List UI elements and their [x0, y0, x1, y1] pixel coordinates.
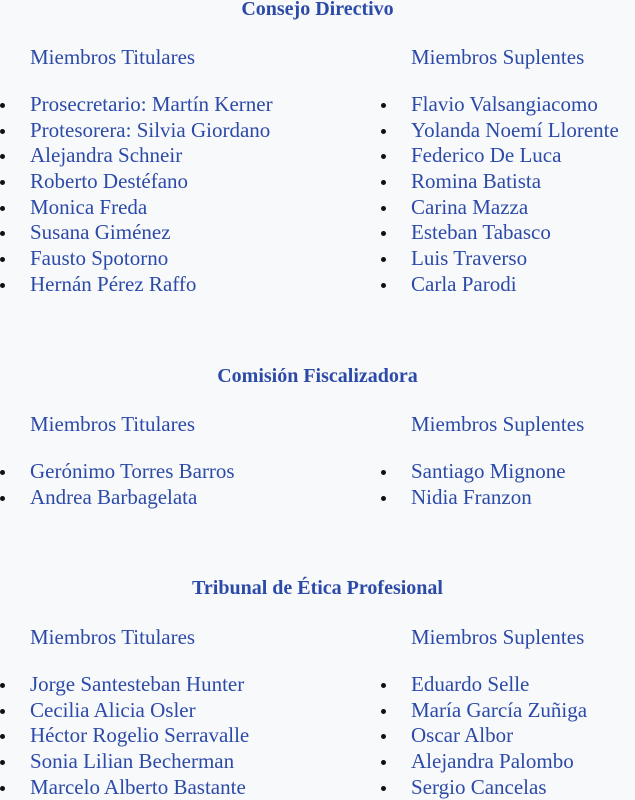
bullet-icon: [0, 231, 5, 236]
bullet-icon: [0, 760, 5, 765]
list-item: [381, 169, 619, 195]
list-item: [0, 92, 273, 118]
list-item: [381, 143, 619, 169]
list-item: [0, 775, 249, 800]
member-name: Santiago Mignone: [411, 459, 566, 483]
bullet-icon: [0, 283, 5, 288]
list-item: [381, 195, 619, 221]
bullet-icon: [381, 283, 386, 288]
member-name: Luis Traverso: [411, 246, 528, 271]
member-name: Esteban Tabasco: [411, 220, 551, 245]
member-name: Flavio Valsangiacomo: [411, 92, 598, 116]
list-item: [0, 220, 273, 246]
bullet-icon: [0, 709, 5, 714]
member-name: Susana Giménez: [30, 220, 171, 245]
member-name: Alejandra Palombo: [411, 749, 574, 774]
tribunal-titulares-list: [0, 672, 249, 800]
bullet-icon: [0, 129, 5, 134]
tribunal-suplentes-heading: Miembros Suplentes: [411, 625, 585, 649]
list-item: [381, 485, 566, 511]
list-item: [381, 92, 619, 118]
member-name: Jorge Santesteban Hunter: [30, 672, 245, 696]
bullet-icon: [0, 470, 5, 475]
member-name: Romina Batista: [411, 169, 542, 194]
bullet-icon: [0, 683, 5, 688]
member-name: Monica Freda: [30, 194, 148, 219]
member-name: Cecilia Alicia Osler: [30, 697, 196, 722]
member-name: Marcelo Alberto Bastante: [30, 774, 246, 799]
member-name: Roberto Destéfano: [30, 169, 189, 194]
bullet-icon: [0, 154, 5, 159]
tribunal-titulares-heading: Miembros Titulares: [30, 625, 196, 649]
member-name: Alejandra Schneir: [30, 143, 183, 168]
bullet-icon: [381, 129, 386, 134]
member-name: Fausto Spotorno: [30, 246, 169, 271]
list-item: [0, 246, 273, 272]
list-item: [0, 459, 235, 485]
member-name: Prosecretario: Martín Kerner: [30, 92, 273, 116]
comision-titulares-list: [0, 459, 235, 510]
consejo-suplentes-list: [381, 92, 619, 298]
consejo-titulares-heading: Miembros Titulares: [30, 45, 196, 69]
bullet-icon: [381, 257, 386, 262]
section-title-tribunal-etica: Tribunal de Ética Profesional: [192, 577, 443, 599]
list-item: [381, 698, 587, 724]
member-name: Yolanda Noemí Llorente: [411, 117, 619, 142]
list-item: [381, 246, 619, 272]
bullet-icon: [381, 231, 386, 236]
bullet-icon: [0, 206, 5, 211]
bullet-icon: [381, 496, 386, 501]
list-item: [381, 749, 587, 775]
list-item: [0, 723, 249, 749]
member-name: Carla Parodi: [411, 271, 517, 296]
member-name: Hernán Pérez Raffo: [30, 271, 197, 296]
member-name: Protesorera: Silvia Giordano: [30, 117, 271, 142]
list-item: [0, 169, 273, 195]
list-item: [381, 723, 587, 749]
bullet-icon: [381, 683, 386, 688]
tribunal-suplentes-list: [381, 672, 587, 800]
member-name: Carina Mazza: [411, 194, 529, 219]
list-item: [381, 672, 587, 698]
member-name: Oscar Albor: [411, 723, 514, 748]
bullet-icon: [381, 760, 386, 765]
list-item: [0, 485, 235, 511]
list-item: [0, 672, 249, 698]
member-name: María García Zuñiga: [411, 697, 588, 722]
list-item: [381, 272, 619, 298]
list-item: [0, 195, 273, 221]
member-name: Héctor Rogelio Serravalle: [30, 723, 250, 748]
bullet-icon: [381, 470, 386, 475]
member-name: Federico De Luca: [411, 143, 562, 168]
list-item: [381, 220, 619, 246]
bullet-icon: [381, 786, 386, 791]
bullet-icon: [381, 180, 386, 185]
list-item: [0, 698, 249, 724]
section-title-consejo-directivo: Consejo Directivo: [241, 0, 394, 20]
bullet-icon: [0, 734, 5, 739]
bullet-icon: [0, 103, 5, 108]
bullet-icon: [0, 180, 5, 185]
member-name: Eduardo Selle: [411, 672, 530, 696]
section-title-comision-fiscalizadora: Comisión Fiscalizadora: [217, 365, 418, 387]
list-item: [0, 143, 273, 169]
bullet-icon: [0, 496, 5, 501]
member-name: Gerónimo Torres Barros: [30, 459, 235, 483]
bullet-icon: [0, 786, 5, 791]
list-item: [381, 775, 587, 800]
list-item: [0, 272, 273, 298]
member-name: Andrea Barbagelata: [30, 484, 198, 509]
comision-suplentes-list: [381, 459, 566, 510]
member-name: Sergio Cancelas: [411, 774, 547, 799]
comision-titulares-heading: Miembros Titulares: [30, 412, 196, 436]
consejo-suplentes-heading: Miembros Suplentes: [411, 45, 585, 69]
bullet-icon: [381, 206, 386, 211]
list-item: [0, 118, 273, 144]
consejo-titulares-list: [0, 92, 273, 298]
member-name: Sonia Lilian Becherman: [30, 749, 235, 774]
bullet-icon: [381, 154, 386, 159]
list-item: [381, 118, 619, 144]
comision-suplentes-heading: Miembros Suplentes: [411, 412, 585, 436]
list-item: [0, 749, 249, 775]
bullet-icon: [0, 257, 5, 262]
member-name: Nidia Franzon: [411, 484, 532, 509]
bullet-icon: [381, 709, 386, 714]
list-item: [381, 459, 566, 485]
bullet-icon: [381, 103, 386, 108]
bullet-icon: [381, 734, 386, 739]
